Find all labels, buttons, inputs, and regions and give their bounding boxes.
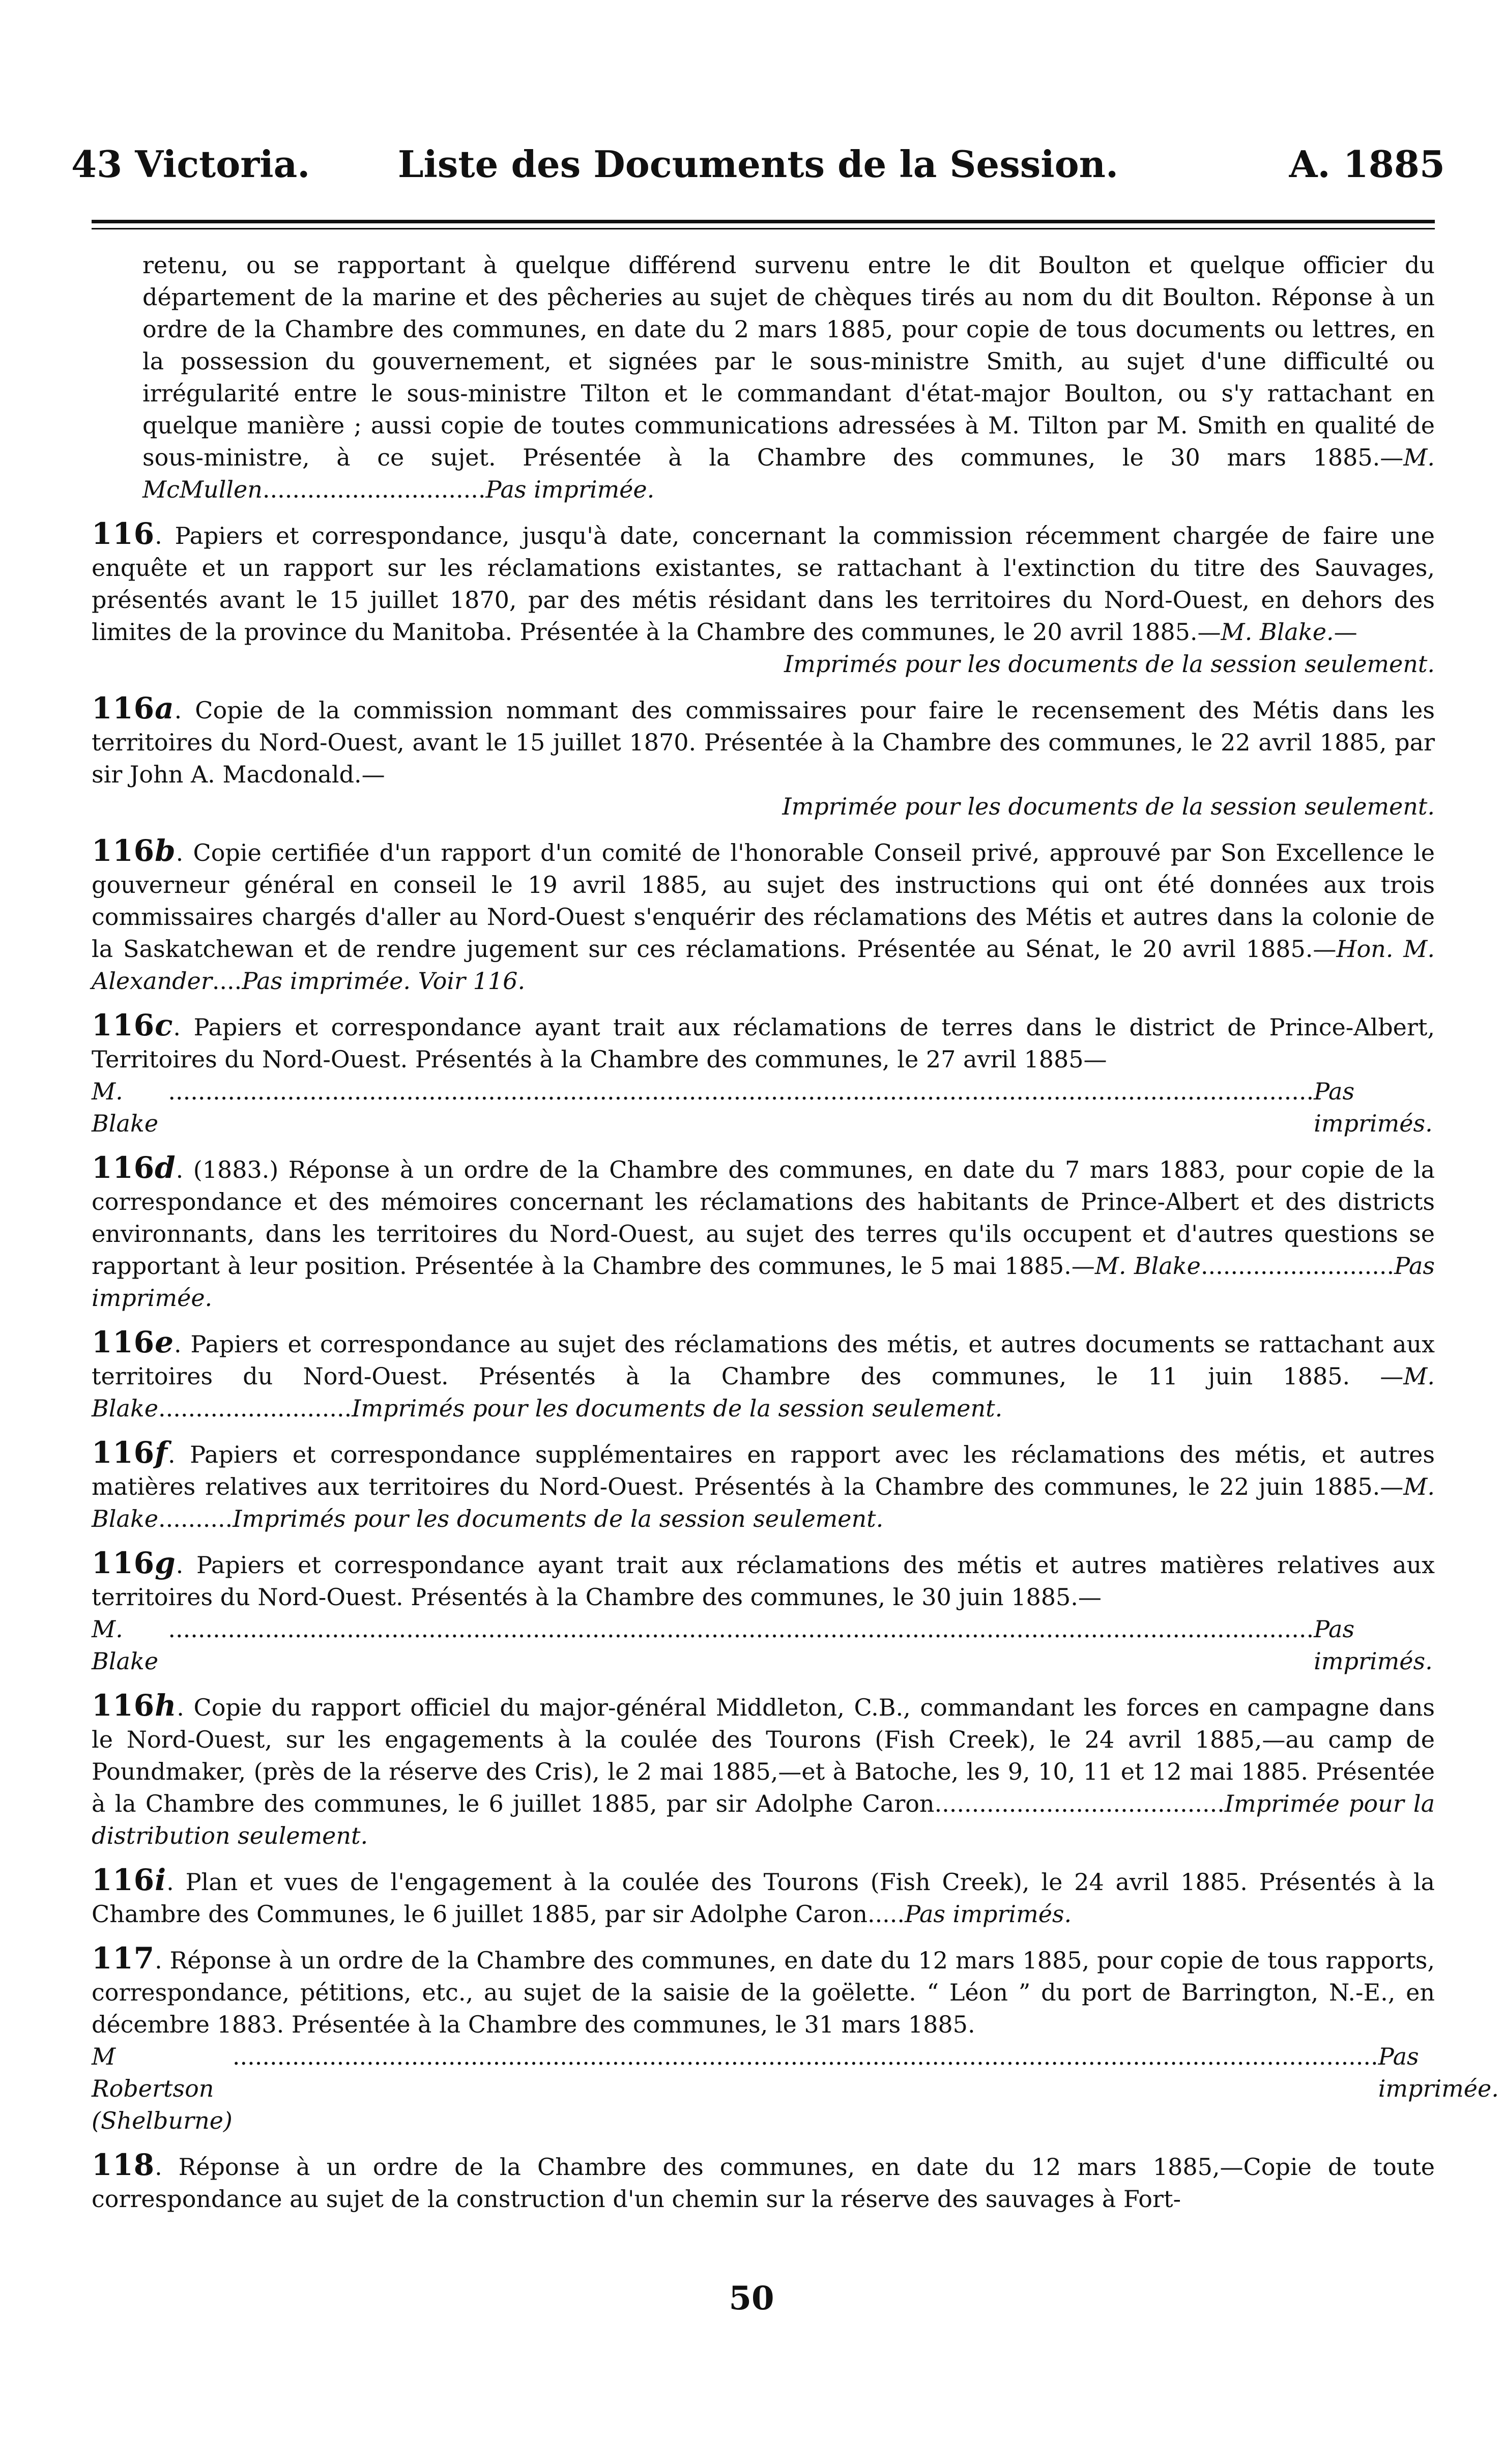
entry-text: . Réponse à un ordre de la Chambre des communes, en date du 12 mars 1885, pour copie de tous rapports, correspondance, pétitions, etc., au sujet de la saisie de la goëlette. “ Léon ” du port de Barrington, N.-E., en décembre 1883. Présentée à la Chambre des communes, le 31 mars 1885. [92, 1947, 1435, 2038]
entry-name: M. Blake. [1221, 618, 1334, 646]
entry-number: 116i [92, 1863, 167, 1897]
entry-name: Hon. M. Alexander [92, 935, 1435, 995]
entry-signoff [92, 1613, 1435, 1677]
entry-status: Pas imprimée. Voir 116. [242, 967, 526, 995]
entry-dots: .......................... [1200, 1252, 1395, 1280]
entry-signoff [92, 2041, 1499, 2137]
header-rule-thin [92, 228, 1435, 229]
entry-status: Imprimée pour la distribution seulement. [92, 1790, 1435, 1849]
entry-116b [92, 835, 1435, 997]
entry-116 [92, 518, 1435, 680]
entry-text: . Copie certifiée d'un rapport d'un comité de l'honorable Conseil privé, approuvé par Son Excellence le gouverneur général en conseil le 19 avril 1885, au sujet des instructions qui ont été données aux trois commissaires chargés d'aller au Nord-Ouest s'enquérir des réclamations des Métis et autres dans la colonie de la Saskatchewan et de rendre jugement sur ces réclamations. Présentée au Sénat, le 20 avril 1885.— [92, 839, 1435, 963]
entry-number: 116h [92, 1688, 177, 1723]
entry-number: 116b [92, 833, 176, 868]
header-volume: 43 Victoria. [71, 142, 310, 186]
header-rule-thick [92, 220, 1435, 223]
entry-116c [92, 1009, 1435, 1140]
page-number: 50 [729, 2279, 774, 2317]
entry-number: 116c [92, 1008, 174, 1042]
entry-dots: .......... [158, 1505, 233, 1532]
entry-dots: .......................................................................................................................................................... [168, 1615, 1314, 1643]
entry-status: Imprimés pour les documents de la session seulement. [352, 1395, 1003, 1422]
entry-status: Pas imprimés. [1314, 1078, 1433, 1137]
entry-text: . Plan et vues de l'engagement à la coulée des Tourons (Fish Creek), le 24 avril 1885. Présentés à la Chambre des Communes, le 6 juillet 1885, par sir Adolphe Caron..... [92, 1868, 1435, 1928]
entry-116e [92, 1326, 1435, 1425]
entry-signoff [92, 1076, 1435, 1140]
entry-116h [92, 1690, 1435, 1852]
entry-number: 117 [92, 1941, 155, 1976]
page-header [71, 127, 1445, 198]
entry-status: Pas imprimée. [1378, 2043, 1499, 2102]
entry-status: Imprimés pour les documents de la session seulement. [784, 650, 1435, 678]
entry-number: 116 [92, 516, 155, 551]
entry-number: 118 [92, 2148, 155, 2182]
entry-text: . Copie de la commission nommant des commissaires pour faire le recensement des Métis dans les territoires du Nord-Ouest, avant le 15 juillet 1870. Présentée à la Chambre des communes, le 22 avril 1885, par sir John A. Macdonald.— [92, 697, 1435, 788]
entry-status: Pas imprimés. [1314, 1615, 1433, 1675]
entry-text: . Papiers et correspondance ayant trait aux réclamations de terres dans le district de Prince-Albert, Territoires du Nord-Ouest. Présentés à la Chambre des communes, le 27 avril 1885— [92, 1013, 1435, 1073]
entry-dots: .......................... [158, 1395, 352, 1422]
entry-name: M. Blake [1094, 1252, 1201, 1280]
entry-status: Pas imprimés. [905, 1900, 1072, 1928]
header-year: A. 1885 [1289, 142, 1445, 186]
entry-text: . Papiers et correspondance au sujet des réclamations des métis, et autres documents se rattachant aux territoires du Nord-Ouest. Présentés à la Chambre des communes, le 11 juin 1885. — [92, 1330, 1435, 1390]
entry-name: M. Blake [92, 1473, 1435, 1532]
entry-dots: .......................................................................................................................................................... [168, 1078, 1314, 1105]
entry-number: 116g [92, 1546, 176, 1580]
entry-117 [92, 1941, 1499, 2137]
entry-tail: .... [212, 967, 242, 995]
entry-name: M Robertson (Shelburne) [92, 2043, 233, 2134]
entry-number: 116e [92, 1325, 174, 1359]
entry-name: M. Blake [92, 1078, 159, 1137]
intro-name: M. McMullen [142, 444, 1435, 503]
entry-116g [92, 1547, 1435, 1677]
entry-text: . Papiers et correspondance, jusqu'à date, concernant la commission récemment chargée de faire une enquête et un rapport sur les réclamations existantes, se rattachant à l'extinction du titre des Sauvages, présentés avant le 15 juillet 1870, par des métis résidant dans les territoires du Nord-Ouest, en dehors des limites de la province du Manitoba. Présentée à la Chambre des communes, le 20 avril 1885.— [92, 522, 1435, 646]
entry-text: . Copie du rapport officiel du major-général Middleton, C.B., commandant les forces en campagne dans le Nord-Ouest, sur les engagements à la coulée des Tourons (Fish Creek), le 24 avril 1885,—au camp de Poundmaker, (près de la réserve des Cris), le 2 mai 1885,—et à Batoche, les 9, 10, 11 et 12 mai 1885. Présentée à la Chambre des communes, le 6 juillet 1885, par sir Adolphe Caron [92, 1694, 1435, 1817]
entry-name: M. Blake [92, 1363, 1435, 1422]
entry-116f [92, 1437, 1435, 1535]
entry-118 [92, 2149, 1435, 2215]
entry-number: 116a [92, 691, 175, 726]
entry-dots: ....................................... [934, 1790, 1225, 1817]
header-title: Liste des Documents de la Session. [397, 142, 1119, 186]
intro-paragraph [92, 249, 1435, 506]
entry-tail: — [1334, 618, 1357, 646]
entry-status: Pas imprimée. [92, 1252, 1435, 1312]
entry-status: Imprimée pour les documents de la session seulement. [782, 793, 1435, 820]
entry-116i [92, 1864, 1435, 1930]
entry-number: 116f [92, 1435, 168, 1470]
document-content [92, 249, 1499, 2335]
intro-status: Pas imprimée. [485, 476, 655, 503]
entry-text: . Réponse à un ordre de la Chambre des communes, en date du 12 mars 1885,—Copie de toute correspondance au sujet de la construction d'un chemin sur la réserve des sauvages à Fort- [92, 2153, 1435, 2213]
entry-number: 116d [92, 1150, 176, 1185]
entry-116d [92, 1152, 1435, 1314]
intro-text: retenu, ou se rapportant à quelque différend survenu entre le dit Boulton et quelque officier du département de la marine et des pêcheries au sujet de chèques tirés au nom du dit Boulton. Réponse à un ordre de la Chambre des communes, en date du 2 mars 1885, pour copie de tous documents ou lettres, en la possession du gouvernement, et signées par le sous-ministre Smith, au sujet d'une difficulté ou irrégularité entre le sous-ministre Tilton et le commandant d'état-major Boulton, ou s'y rattachant en quelque manière ; aussi copie de toutes communications adressées à M. Tilton par M. Smith en qualité de sous-ministre, à ce sujet. Présentée à la Chambre des communes, le 30 mars 1885.— [142, 251, 1435, 471]
entry-name: M. Blake [92, 1615, 159, 1675]
entry-dots: .......................................................................................................................................................... [232, 2043, 1378, 2070]
intro-dots: .............................. [262, 476, 486, 503]
entry-text: . (1883.) Réponse à un ordre de la Chambre des communes, en date du 7 mars 1883, pour copie de la correspondance et des mémoires concernant les réclamations des habitants de Prince-Albert et des districts environnants, dans les territoires du Nord-Ouest, au sujet des terres qu'ils occupent et d'autres questions se rapportant à leur position. Présentée à la Chambre des communes, le 5 mai 1885.— [92, 1156, 1435, 1280]
entry-status: Imprimés pour les documents de la session seulement. [233, 1505, 884, 1532]
entry-text: . Papiers et correspondance ayant trait aux réclamations des métis et autres matières relatives aux territoires du Nord-Ouest. Présentés à la Chambre des communes, le 30 juin 1885.— [92, 1551, 1435, 1611]
entry-116a [92, 692, 1435, 823]
entry-text: . Papiers et correspondance supplémentaires en rapport avec les réclamations des métis, et autres matières relatives aux territoires du Nord-Ouest. Présentés à la Chambre des communes, le 22 juin 1885.— [92, 1441, 1435, 1500]
